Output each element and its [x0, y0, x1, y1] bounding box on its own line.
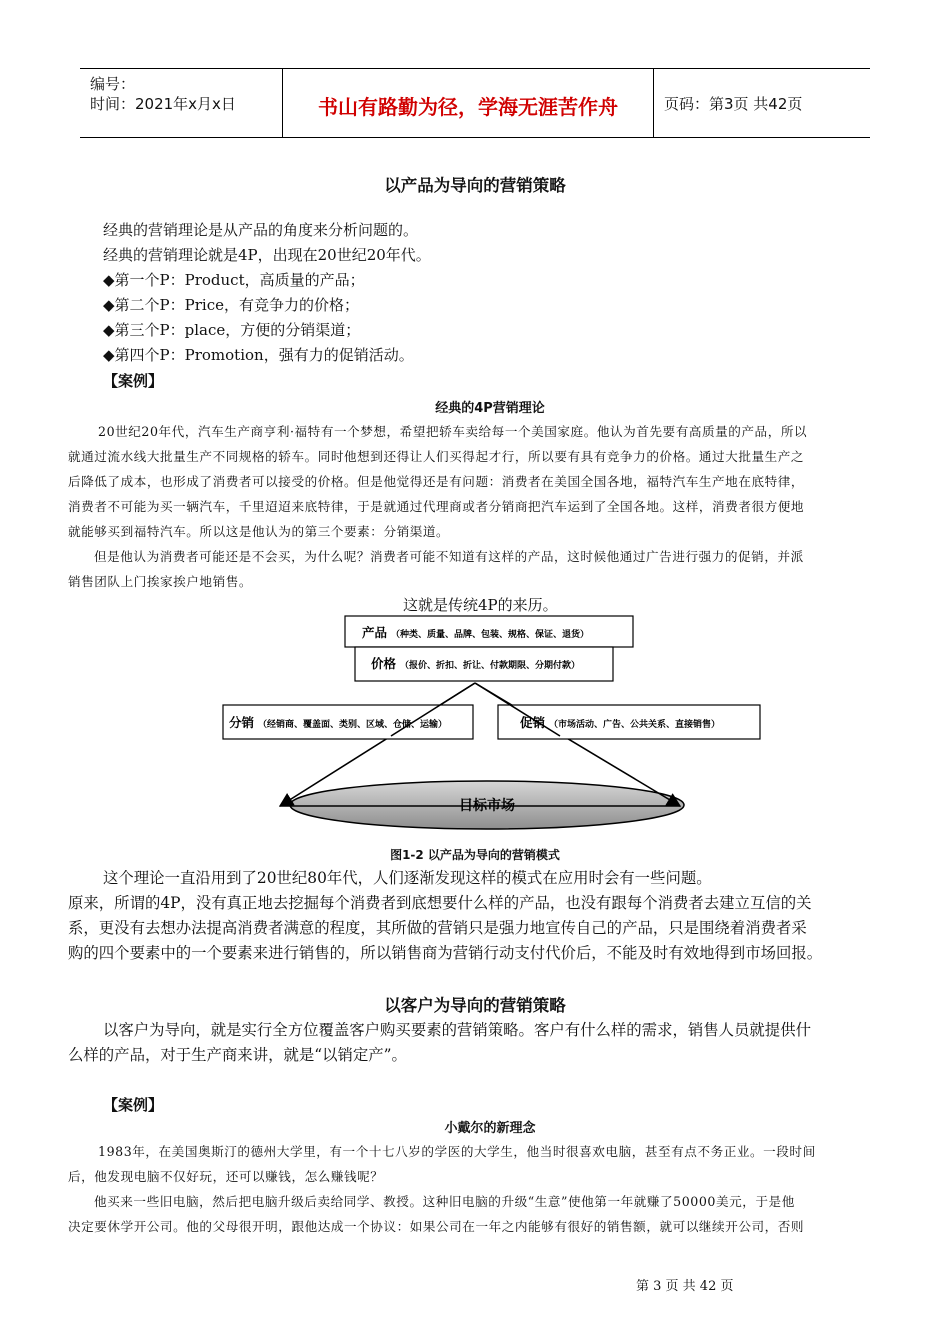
- place-detail: （经销商、覆盖面、类别、区域、仓储、运输）: [258, 720, 448, 730]
- case-paragraph-line: 1983年，在美国奥斯汀的德州大学里，有一个十七八岁的学医的大学生，他当时很喜欢电脑，甚至有点不务正业。一段时间: [98, 1144, 816, 1159]
- case-paragraph-line: 后降低了成本，也形成了消费者可以接受的价格。但是他觉得还是有问题：消费者在美国全国各地，福特汽车生产地在底特律，: [68, 474, 805, 489]
- case-paragraph-line: 决定要休学开公司。他的父母很开明，跟他达成一个协议：如果公司在一年之内能够有很好的销售额，就可以继续开公司，否则: [68, 1219, 805, 1234]
- page-number-label: 页码：第3页 共42页: [664, 95, 803, 113]
- figure-caption: 图1-2 以产品为导向的营销模式: [390, 848, 560, 862]
- after-paragraph-line: 这个理论一直沿用到了20世纪80年代，人们逐渐发现这样的模式在应用时会有一些问题。: [103, 869, 712, 887]
- place-title: 分销: [229, 715, 255, 730]
- bullet-promotion: ◆第四个P：Promotion，强有力的促销活动。: [103, 346, 414, 364]
- case-paragraph-line: 后，他发现电脑不仅好玩，还可以赚钱，怎么赚钱呢？: [68, 1169, 384, 1184]
- target-market-label: 目标市场: [459, 798, 515, 814]
- bullet-place: ◆第三个P：place，方便的分销渠道；: [103, 321, 361, 339]
- case-title: 经典的4P营销理论: [435, 401, 545, 416]
- after-paragraph-line: 购的四个要素中的一个要素来进行销售的，所以销售商为营销行动支付代价后，不能及时有效地得到市场回报。: [68, 944, 823, 962]
- case-paragraph-line: 消费者不可能为买一辆汽车，千里迢迢来底特律，于是就通过代理商或者分销商把汽车运到了全国各地。这样，消费者很方便地: [68, 499, 805, 514]
- page-footer: 第 3 页 共 42 页: [636, 1279, 734, 1294]
- case-label: 【案例】: [103, 1096, 164, 1114]
- after-paragraph-line: 原来，所谓的4P，没有真正地去挖掘每个消费者到底想要什么样的产品，也没有跟每个消费者去建立互信的关: [68, 894, 812, 912]
- section-title-customer: 以客户为导向的营销策略: [384, 996, 566, 1015]
- time-label: 时间：2021年x月x日: [90, 95, 236, 113]
- case-paragraph-line: 就能够买到福特汽车。所以这是他认为的第三个要素：分销渠道。: [68, 524, 450, 539]
- promotion-title: 促销: [520, 715, 546, 730]
- bullet-price: ◆第二个P：Price，有竞争力的价格；: [103, 296, 359, 314]
- product-detail: （种类、质量、品牌、包装、规格、保证、退货）: [391, 630, 590, 640]
- case-paragraph-line: 但是他认为消费者可能还是不会买，为什么呢？消费者可能不知道有这样的产品，这时候他通过广告进行强力的促销，并派: [94, 549, 804, 564]
- case-label: 【案例】: [103, 372, 164, 390]
- price-title: 价格: [371, 656, 397, 671]
- case-paragraph-line: 他买来一些旧电脑，然后把电脑升级后卖给同学、教授。这种旧电脑的升级“生意”使他第一年就赚了50000美元，于是他: [94, 1194, 795, 1209]
- diagram-intro: 这就是传统4P的来历。: [403, 596, 558, 614]
- section-title-product: 以产品为导向的营销策略: [384, 176, 566, 195]
- bullet-product: ◆第一个P：Product，高质量的产品；: [103, 271, 365, 289]
- section2-paragraph-line: 以客户为导向，就是实行全方位覆盖客户购买要素的营销策略。客户有什么样的需求，销售人员就提供什: [103, 1021, 811, 1039]
- case-paragraph-line: 销售团队上门挨家挨户地销售。: [68, 574, 253, 589]
- case-title: 小戴尔的新理念: [444, 1121, 536, 1136]
- promotion-detail: （市场活动、广告、公共关系、直接销售）: [549, 720, 721, 730]
- intro-line: 经典的营销理论就是4P，出现在20世纪20年代。: [103, 246, 431, 264]
- number-label: 编号：: [90, 75, 136, 93]
- case-paragraph-line: 就通过流水线大批量生产不同规格的轿车。同时他想到还得让人们买得起才行，所以要有具有竞争力的价格。通过大批量生产之: [68, 449, 805, 464]
- intro-line: 经典的营销理论是从产品的角度来分析问题的。: [103, 221, 419, 239]
- price-detail: （报价、折扣、折让、付款期限、分期付款）: [400, 661, 581, 671]
- section2-paragraph-line: 么样的产品，对于生产商来讲，就是“以销定产”。: [68, 1046, 407, 1064]
- case-paragraph-line: 20世纪20年代，汽车生产商亨利·福特有一个梦想，希望把轿车卖给每一个美国家庭。他认为首先要有高质量的产品，所以: [98, 424, 808, 439]
- motto: 书山有路勤为径，学海无涯苦作舟: [318, 95, 618, 119]
- product-title: 产品: [362, 625, 388, 640]
- after-paragraph-line: 系，更没有去想办法提高消费者满意的程度，其所做的营销只是强力地宣传自己的产品，只是围绕着消费者采: [68, 919, 807, 937]
